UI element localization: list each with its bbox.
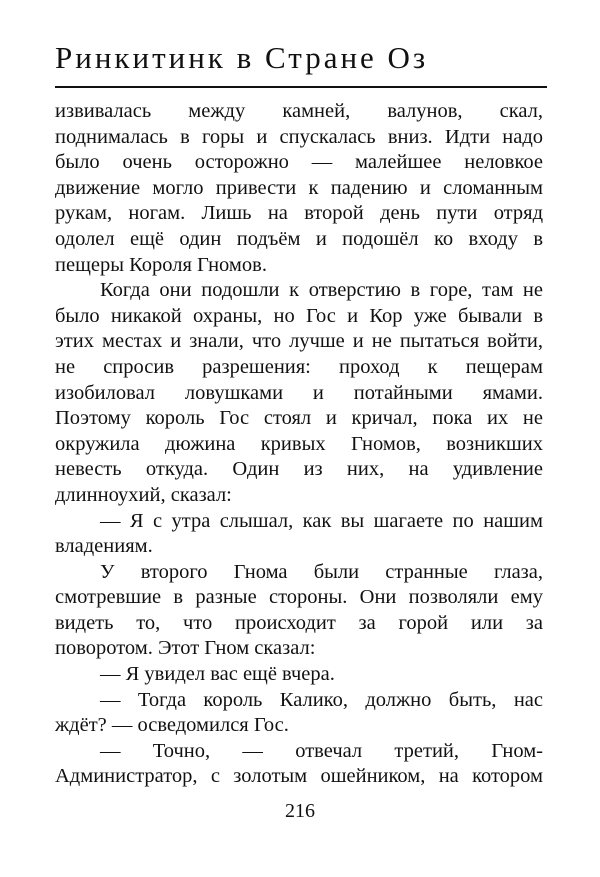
text-line: было очень осторожно — малейшее неловкое — [55, 151, 543, 174]
text-line: изобиловал ловушками и потайными ямами. — [55, 381, 543, 404]
text-line: владениям. — [55, 535, 153, 558]
text-line: не спросив разрешения: проход к пещерам — [55, 355, 543, 378]
text-line: было никакой охраны, но Гос и Кор уже бывали в — [55, 304, 543, 327]
text-line: извивалась между камней, валунов, скал, — [55, 100, 543, 122]
text-line: — Точно, — отвечал третий, Гном- — [100, 739, 543, 762]
body-text — [55, 99, 543, 790]
text-line: окружила дюжина кривых Гномов, возникших — [55, 432, 543, 455]
text-line: видеть то, что происходит за горой или за — [55, 611, 543, 634]
text-line: рукам, ногам. Лишь на второй день пути отряд — [55, 202, 543, 225]
text-line: — Тогда король Калико, должно быть, нас — [100, 688, 543, 711]
text-line: поворотом. Этот Гном сказал: — [55, 637, 316, 660]
text-line: — Я увидел вас ещё вчера. — [100, 663, 335, 686]
text-line: этих местах и знали, что лучше и не пытаться войти, — [55, 330, 543, 353]
text-line: Поэтому король Гос стоял и кричал, пока их не — [55, 407, 543, 430]
text-line: одолел ещё один подъём и подошёл ко входу в — [55, 227, 543, 250]
text-line: смотревшие в разные стороны. Они позволяли ему — [55, 586, 543, 609]
text-line: Администратор, с золотым ошейником, на котором — [55, 765, 543, 788]
text-line: У второго Гнома были странные глаза, — [100, 560, 543, 583]
text-line: — Я с утра слышал, как вы шагаете по нашим — [100, 509, 543, 532]
text-line: длинноухий, сказал: — [55, 483, 232, 506]
text-line: Когда они подошли к отверстию в горе, там не — [100, 279, 543, 302]
text-line: ждёт? — осведомился Гос. — [55, 714, 289, 737]
text-line: движение могло привести к падению и сломанным — [55, 176, 543, 199]
text-line: пещеры Короля Гномов. — [55, 253, 267, 276]
text-line: поднималась в горы и спускалась вниз. Идти надо — [55, 125, 543, 148]
text-line: невесть откуда. Один из них, на удивление — [55, 458, 543, 481]
header-rule — [55, 86, 547, 88]
running-head-title: Ринкитинк в Стране Оз — [55, 40, 429, 75]
page-number: 216 — [285, 800, 315, 822]
